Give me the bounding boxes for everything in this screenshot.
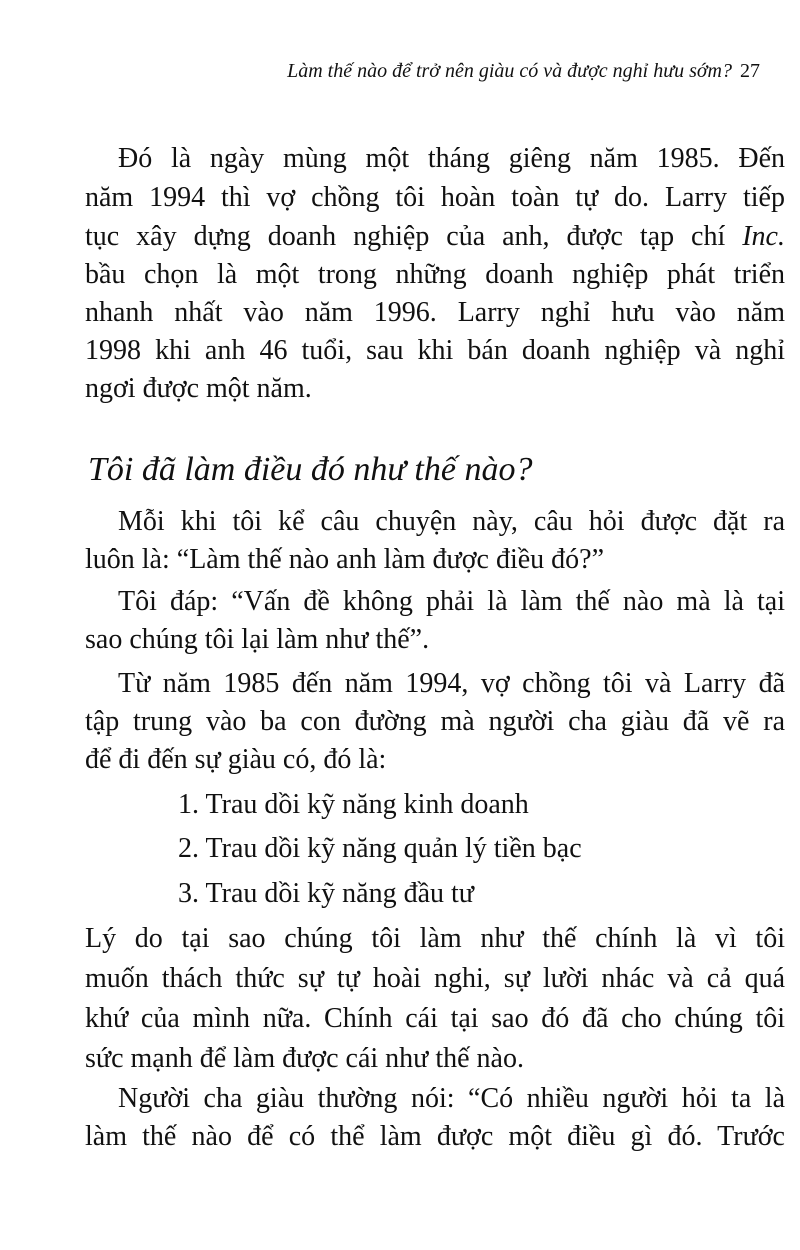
text-line: [85, 334, 785, 368]
line-text: muốn thách thức sự tự hoài nghi, sự lười nhác và cả quá: [85, 963, 785, 994]
line-text: 1998 khi anh 46 tuổi, sau khi bán doanh nghiệp và nghỉ: [85, 335, 785, 366]
text-line: [118, 585, 785, 619]
line-text: khứ của mình nữa. Chính cái tại sao đó đã cho chúng tôi: [85, 1003, 785, 1034]
text-line: [85, 1120, 785, 1154]
magazine-name: Inc.: [742, 221, 785, 252]
line-text: sức mạnh để làm được cái như thế nào.: [85, 1043, 524, 1074]
line-text: Lý do tại sao chúng tôi làm như thế chính là vì tôi: [85, 923, 785, 954]
line-text: ngơi được một năm.: [85, 373, 312, 404]
text-line: [85, 922, 785, 956]
line-text: nhanh nhất vào năm 1996. Larry nghỉ hưu vào năm: [85, 297, 785, 328]
line-text: Tôi đáp: “Vấn đề không phải là làm thế nào mà là tại: [118, 586, 785, 617]
running-title: Làm thế nào để trở nên giàu có và được nghỉ hưu sớm?: [287, 60, 732, 82]
page-number: 27: [740, 60, 760, 82]
list-item: [178, 788, 778, 822]
text-line: [118, 505, 785, 539]
text-line: [85, 1042, 785, 1076]
line-text: bầu chọn là một trong những doanh nghiệp phát triển: [85, 259, 785, 290]
line-text: Đó là ngày mùng một tháng giêng năm 1985. Đến: [118, 143, 785, 174]
text-line: [85, 705, 785, 739]
text-line: [85, 220, 785, 254]
line-text: tập trung vào ba con đường mà người cha giàu đã vẽ ra: [85, 706, 785, 737]
text-line: [85, 962, 785, 996]
text-line: [118, 142, 785, 176]
line-text: năm 1994 thì vợ chồng tôi hoàn toàn tự do. Larry tiếp: [85, 182, 785, 213]
line-text: tục xây dựng doanh nghiệp của anh, được tạp chí: [85, 221, 726, 252]
running-header: [200, 60, 760, 83]
line-text: 2. Trau dồi kỹ năng quản lý tiền bạc: [178, 833, 582, 864]
text-line: [85, 258, 785, 292]
text-line: [85, 623, 785, 657]
line-text: 3. Trau dồi kỹ năng đầu tư: [178, 878, 474, 909]
list-item: [178, 832, 778, 866]
line-text: Từ năm 1985 đến năm 1994, vợ chồng tôi và Larry đã: [118, 668, 785, 699]
text-line: [85, 543, 785, 577]
text-line: [118, 1082, 785, 1116]
text-line: [85, 1002, 785, 1036]
section-heading: Tôi đã làm điều đó như thế nào?: [88, 451, 533, 488]
line-text: 1. Trau dồi kỹ năng kinh doanh: [178, 789, 529, 820]
line-text: sao chúng tôi lại làm như thế”.: [85, 624, 430, 655]
list-item: [178, 877, 778, 911]
text-line: [85, 372, 785, 406]
line-text: để đi đến sự giàu có, đó là:: [85, 744, 387, 775]
text-line: [85, 743, 785, 777]
text-line: [118, 667, 785, 701]
line-text: Người cha giàu thường nói: “Có nhiều người hỏi ta là: [118, 1083, 785, 1114]
line-text: làm thế nào để có thể làm được một điều gì đó. Trước: [85, 1121, 785, 1152]
text-line: [85, 181, 785, 215]
line-text: Mỗi khi tôi kể câu chuyện này, câu hỏi được đặt ra: [118, 506, 785, 537]
line-text: luôn là: “Làm thế nào anh làm được điều đó?”: [85, 544, 605, 575]
text-line: [85, 296, 785, 330]
